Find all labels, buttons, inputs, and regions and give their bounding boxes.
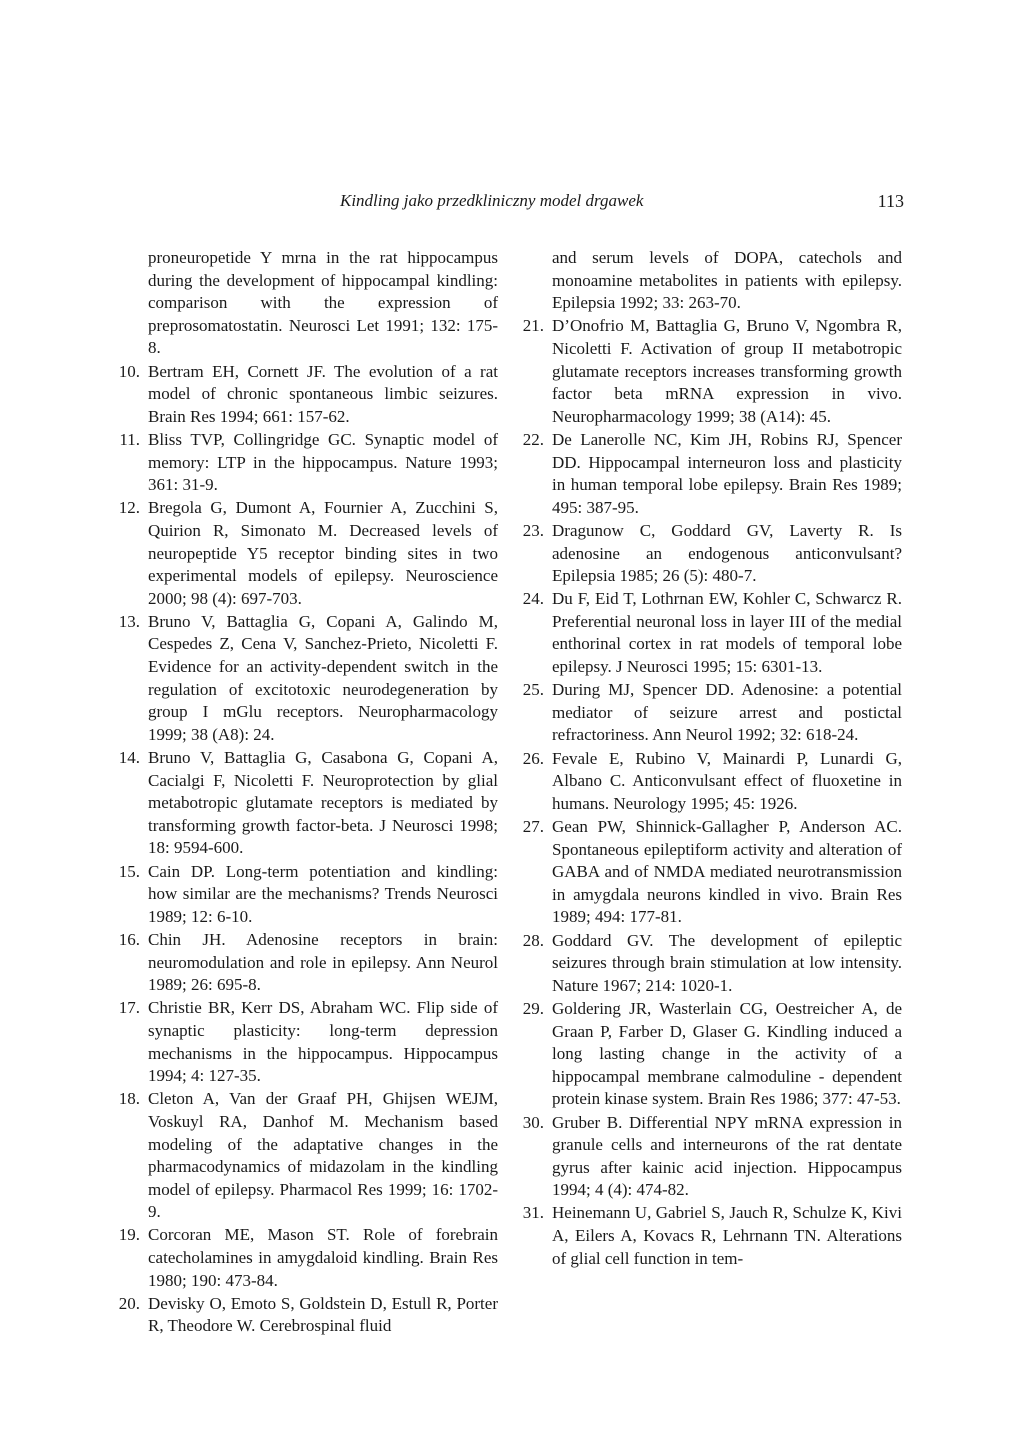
- reference-number: 15.: [118, 861, 140, 881]
- reference-entry: [522, 315, 902, 428]
- reference-entry: [118, 1293, 498, 1338]
- reference-text: Gean PW, Shinnick-Gallagher P, Anderson AC. Spontaneous epileptiform activity and alteration of GABA and of NMDA mediated neurotransmission in amygdala neurons kindled in vivo. Brain Res 1989; 494: 177-81.: [552, 817, 902, 927]
- reference-entry: [118, 929, 498, 997]
- page-number: 113: [877, 191, 904, 211]
- reference-text: Goddard GV. The development of epileptic seizures through brain stimulation at low intensity. Nature 1967; 214: 1020-1.: [552, 930, 902, 995]
- reference-entry: [522, 679, 902, 747]
- reference-number: 17.: [118, 998, 140, 1018]
- reference-text: Bruno V, Battaglia G, Casabona G, Copani A, Cacialgi F, Nicoletti F. Neuroprotection by glial metabotropic glutamate receptors is mediated by transforming growth factor-beta. J Neurosci 1998; 18: 9594-600.: [148, 748, 498, 858]
- reference-number: 19.: [118, 1225, 140, 1245]
- reference-text: Gruber B. Differential NPY mRNA expression in granule cells and interneurons of the rat dentate gyrus after kainic acid injection. Hippocampus 1994; 4 (4): 474-82.: [552, 1112, 902, 1200]
- reference-entry: [522, 588, 902, 678]
- reference-text: Dragunow C, Goddard GV, Laverty R. Is adenosine an endogenous anticonvulsant? Epilepsia 1985; 26 (5): 480-7.: [552, 520, 902, 586]
- reference-number: 20.: [118, 1293, 140, 1313]
- reference-text: D’Onofrio M, Battaglia G, Bruno V, Ngombra R, Nicoletti F. Activation of group II metabotropic glutamate receptors increases transforming growth factor beta mRNA expression in vivo. Neuropharmacology 1999; 38 (A14): 45.: [552, 316, 902, 426]
- reference-number: 25.: [522, 680, 544, 700]
- reference-text: Bliss TVP, Collingridge GC. Synaptic model of memory: LTP in the hippocampus. Nature 1993; 361: 31-9.: [148, 429, 498, 495]
- reference-entry: [522, 930, 902, 998]
- reference-text: Devisky O, Emoto S, Goldstein D, Estull R, Porter R, Theodore W. Cerebrospinal fluid: [148, 1293, 498, 1336]
- reference-text: During MJ, Spencer DD. Adenosine: a potential mediator of seizure arrest and postictal refractoriness. Ann Neurol 1992; 32: 618-24.: [552, 680, 902, 745]
- reference-number: 24.: [522, 589, 544, 609]
- reference-text: De Lanerolle NC, Kim JH, Robins RJ, Spencer DD. Hippocampal interneuron loss and plasticity in human temporal lobe epilepsy. Brain Res 1989; 495: 387-95.: [552, 429, 902, 517]
- reference-entry: [119, 429, 498, 497]
- reference-number: 21.: [522, 316, 544, 336]
- reference-entry: [522, 816, 902, 929]
- reference-number: 11.: [119, 429, 140, 449]
- reference-number: 12.: [118, 498, 140, 518]
- reference-entry: [522, 1112, 902, 1202]
- reference-entry: [118, 611, 498, 747]
- reference-entry: [522, 429, 902, 519]
- reference-number: 31.: [522, 1203, 544, 1223]
- reference-number: 13.: [118, 611, 140, 631]
- reference-column-right: [522, 247, 902, 1271]
- reference-number: 29.: [522, 998, 544, 1018]
- reference-text: Fevale E, Rubino V, Mainardi P, Lunardi G, Albano C. Anticonvulsant effect of fluoxetine in humans. Neurology 1995; 45: 1926.: [552, 748, 902, 813]
- reference-text: Christie BR, Kerr DS, Abraham WC. Flip side of synaptic plasticity: long-term depression mechanisms in the hippocampus. Hippocampus 1994; 4: 127-35.: [148, 998, 498, 1086]
- reference-entry: [118, 997, 498, 1087]
- reference-entry: [522, 520, 902, 588]
- reference-entry: [118, 747, 498, 860]
- reference-number: 10.: [118, 361, 140, 381]
- reference-entry: [118, 1088, 498, 1224]
- reference-text: Du F, Eid T, Lothrnan EW, Kohler C, Schwarcz R. Preferential neuronal loss in layer III of the medial enthorinal cortex in rat models of temporal lobe epilepsy. J Neurosci 1995; 15: 6301-13.: [552, 589, 902, 677]
- reference-entry: [118, 497, 498, 610]
- reference-text: and serum levels of DOPA, catechols and monoamine metabolites in patients with epilepsy. Epilepsia 1992; 33: 263-70.: [552, 248, 902, 313]
- reference-number: 30.: [522, 1112, 544, 1132]
- reference-entry: [118, 1224, 498, 1292]
- reference-text: Heinemann U, Gabriel S, Jauch R, Schulze K, Kivi A, Eilers A, Kovacs R, Lehrnann TN. Alterations of glial cell function in tem-: [552, 1203, 902, 1268]
- reference-text: Bregola G, Dumont A, Fournier A, Zucchini S, Quirion R, Simonato M. Decreased levels of neuropeptide Y5 receptor binding sites in two experimental models of epilepsy. Neuroscience 2000; 98 (4): 697-703.: [148, 498, 498, 608]
- reference-continuation: [552, 247, 902, 315]
- reference-number: 26.: [522, 748, 544, 768]
- reference-text: Goldering JR, Wasterlain CG, Oestreicher A, de Graan P, Farber D, Glaser G. Kindling induced a long lasting change in the activity of a hippocampal membrane calmoduline - dependent protein kinase system. Brain Res 1986; 377: 47-53.: [552, 998, 902, 1109]
- reference-text: Corcoran ME, Mason ST. Role of forebrain catecholamines in amygdaloid kindling. Brain Res 1980; 190: 473-84.: [148, 1225, 498, 1290]
- reference-entry: [522, 998, 902, 1111]
- reference-text: Bruno V, Battaglia G, Copani A, Galindo M, Cespedes Z, Cena V, Sanchez-Prieto, Nicoletti F. Evidence for an activity-dependent switch in the regulation of excitotoxic neurodegeneration by group I mGlu receptors. Neuropharmacology 1999; 38 (A8): 24.: [148, 611, 498, 744]
- reference-text: Bertram EH, Cornett JF. The evolution of a rat model of chronic spontaneous limbic seizures. Brain Res 1994; 661: 157-62.: [148, 361, 498, 426]
- reference-number: 28.: [522, 930, 544, 950]
- reference-number: 14.: [118, 748, 140, 768]
- reference-number: 16.: [118, 929, 140, 949]
- reference-text: Chin JH. Adenosine receptors in brain: neuromodulation and role in epilepsy. Ann Neurol 1989; 26: 695-8.: [148, 929, 498, 995]
- page-header: [0, 190, 1024, 220]
- reference-number: 18.: [118, 1089, 140, 1109]
- reference-column-left: [118, 247, 498, 1339]
- reference-entry: [118, 861, 498, 929]
- reference-number: 23.: [522, 520, 544, 540]
- reference-entry: [522, 748, 902, 816]
- running-title: Kindling jako przedkliniczny model drgawek: [340, 191, 644, 210]
- reference-text: Cleton A, Van der Graaf PH, Ghijsen WEJM, Voskuyl RA, Danhof M. Mechanism based modeling of the adaptative changes in the pharmacodynamics of midazolam in the kindling model of epilepsy. Pharmacol Res 1999; 16: 1702-9.: [148, 1089, 498, 1222]
- reference-number: 22.: [522, 429, 544, 449]
- reference-number: 27.: [522, 817, 544, 836]
- reference-text: Cain DP. Long-term potentiation and kindling: how similar are the mechanisms? Trends Neurosci 1989; 12: 6-10.: [148, 861, 498, 926]
- reference-text: proneuropetide Y mrna in the rat hippocampus during the development of hippocampal kindling: comparison with the expression of preprosomatostatin. Neurosci Let 1991; 132: 175-8.: [148, 248, 498, 358]
- reference-entry: [118, 361, 498, 429]
- reference-continuation: [148, 247, 498, 360]
- reference-entry: [522, 1202, 902, 1270]
